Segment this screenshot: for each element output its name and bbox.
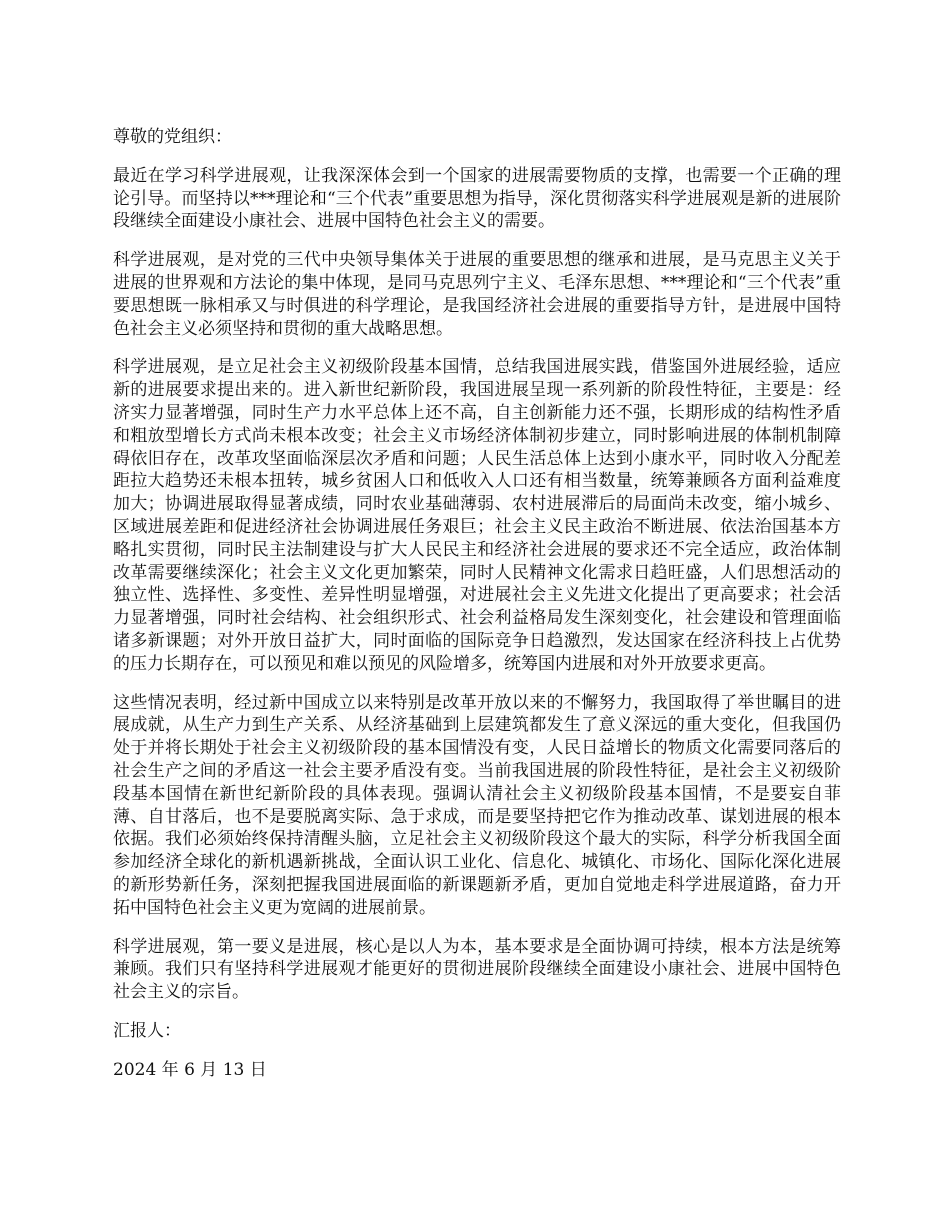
signature-line: 汇报人： <box>113 1020 181 1041</box>
paragraph-3: 科学进展观，是立足社会主义初级阶段基本国情，总结我国进展实践，借鉴国外进展经验，适应新的进展要求提出来的。进入新世纪新阶段，我国进展呈现一系列新的阶段性特征，主要是：经济实力显著增强，同时生产力水平总体上还不高，自主创新能力还不强，长期形成的结构性矛盾和粗放型增长方式尚未根本改变；社会主义市场经济体制初步建立，同时影响进展的体制机制障碍依旧存在，改革攻坚面临深层次矛盾和问题；人民生活总体上达到小康水平，同时收入分配差距拉大趋势还未根本扭转，城乡贫困人口和低收入人口还有相当数量，统筹兼顾各方面利益难度加大；协调进展取得显著成绩，同时农业基础薄弱、农村进展滞后的局面尚未改变，缩小城乡、区域进展差距和促进经济社会协调进展任务艰巨；社会主义民主政治不断进展、依法治国基本方略扎实贯彻，同时民主法制建设与扩大人民民主和经济社会进展的要求还不完全适应，政治体制改革需要继续深化；社会主义文化更加繁荣，同时人民精神文化需求日趋旺盛，人们思想活动的独立性、选择性、多变性、差异性明显增强，对进展社会主义先进文化提出了更高要求；社会活力显著增强，同时社会结构、社会组织形式、社会利益格局发生深刻变化，社会建设和管理面临诸多新课题；对外开放日益扩大，同时面临的国际竞争日趋激烈，发达国家在经济科技上占优势的压力长期存在，可以预见和难以预见的风险增多，统筹国内进展和对外开放要求更高。 <box>113 357 841 674</box>
date-line: 2024 年 6 月 13 日 <box>113 1059 267 1080</box>
paragraph-4: 这些情况表明，经过新中国成立以来特别是改革开放以来的不懈努力，我国取得了举世瞩目的进展成就，从生产力到生产关系、从经济基础到上层建筑都发生了意义深远的重大变化，但我国仍处于并将长期处于社会主义初级阶段的基本国情没有变，人民日益增长的物质文化需要同落后的社会生产之间的矛盾这一社会主要矛盾没有变。当前我国进展的阶段性特征，是社会主义初级阶段基本国情在新世纪新阶段的具体表现。强调认清社会主义初级阶段基本国情，不是要妄自菲薄、自甘落后，也不是要脱离实际、急于求成，而是要坚持把它作为推动改革、谋划进展的根本依据。我们必须始终保持清醒头脑，立足社会主义初级阶段这个最大的实际，科学分析我国全面参加经济全球化的新机遇新挑战，全面认识工业化、信息化、城镇化、市场化、国际化深化进展的新形势新任务，深刻把握我国进展面临的新课题新矛盾，更加自觉地走科学进展道路，奋力开拓中国特色社会主义更为宽阔的进展前景。 <box>113 692 841 918</box>
salutation: 尊敬的党组织： <box>113 127 232 147</box>
paragraph-5: 科学进展观，第一要义是进展，核心是以人为本，基本要求是全面协调可持续，根本方法是统筹兼顾。我们只有坚持科学进展观才能更好的贯彻进展阶段继续全面建设小康社会、进展中国特色社会主义的宗旨。 <box>113 936 841 1003</box>
paragraph-1: 最近在学习科学进展观，让我深深体会到一个国家的进展需要物质的支撑，也需要一个正确的理论引导。而坚持以***理论和“三个代表”重要思想为指导，深化贯彻落实科学进展观是新的进展阶段继续全面建设小康社会、进展中国特色社会主义的需要。 <box>113 165 841 232</box>
paragraph-2: 科学进展观，是对党的三代中央领导集体关于进展的重要思想的继承和进展，是马克思主义关于进展的世界观和方法论的集中体现，是同马克思列宁主义、毛泽东思想、***理论和“三个代表”重要思想既一脉相承又与时俱进的科学理论，是我国经济社会进展的重要指导方针，是进展中国特色社会主义必须坚持和贯彻的重大战略思想。 <box>113 250 841 339</box>
letter-body <box>113 126 841 1081</box>
